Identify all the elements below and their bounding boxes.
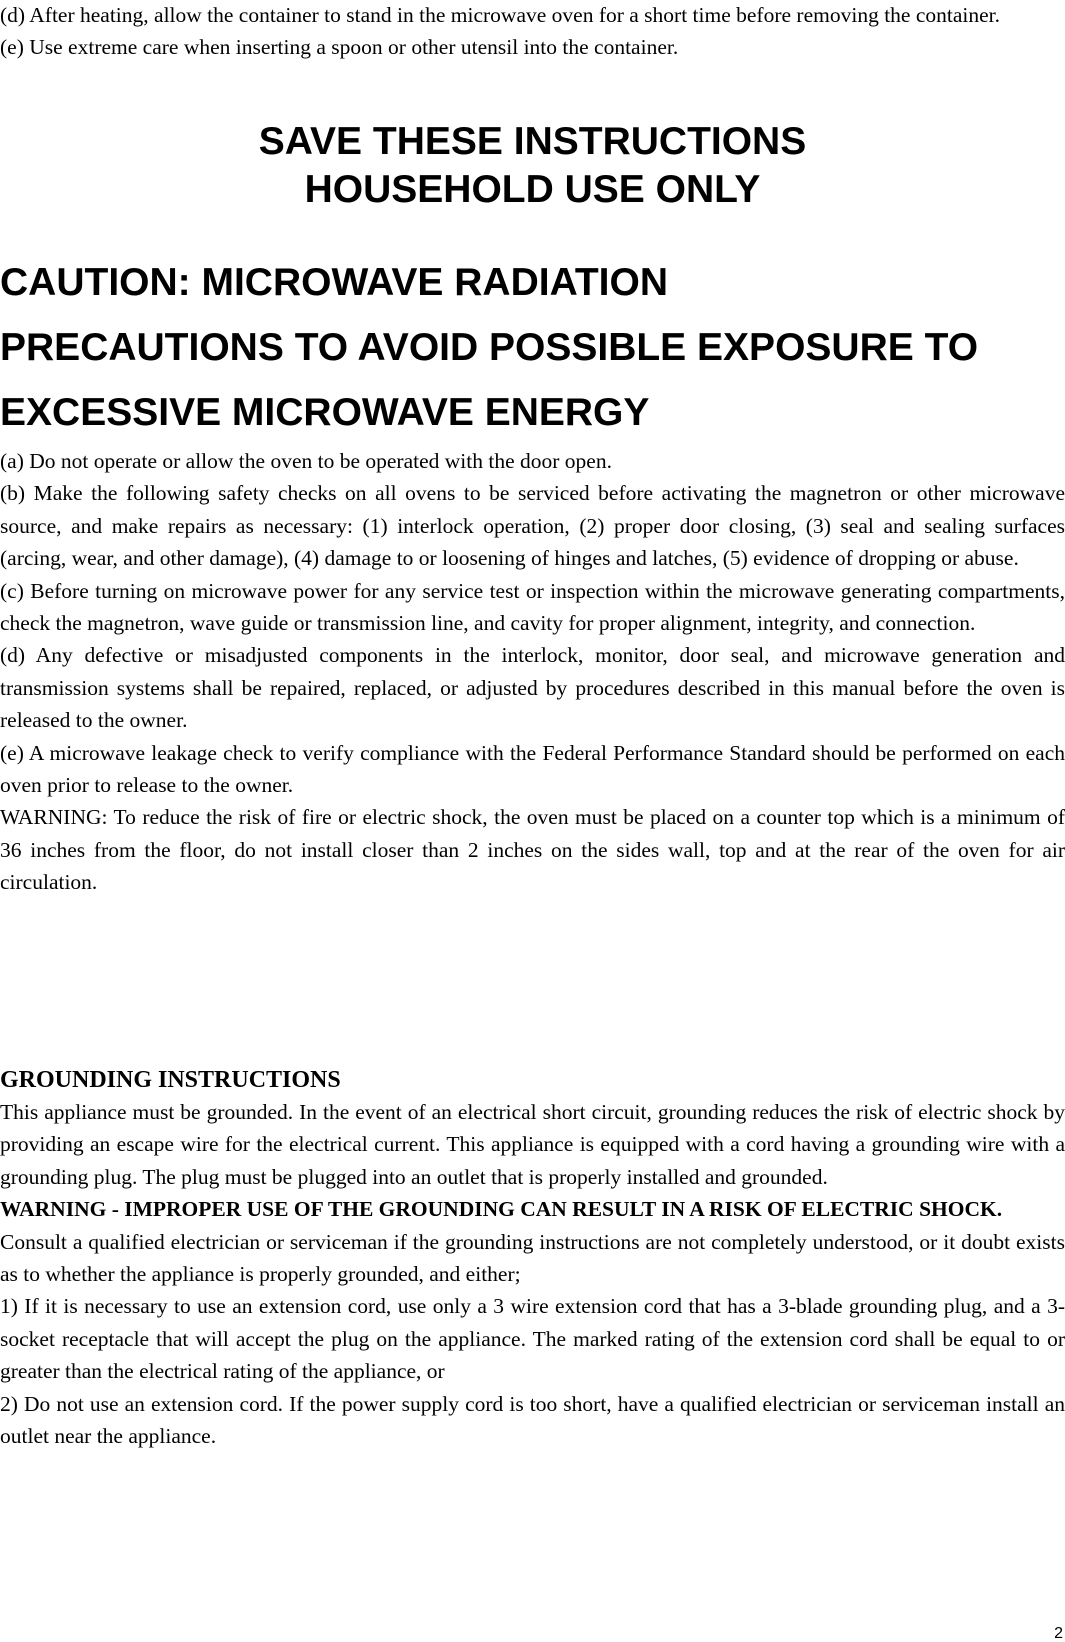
caution-item-a: (a) Do not operate or allow the oven to be operated with the door open. [0,449,612,473]
save-heading-line2: HOUSEHOLD USE ONLY [304,168,761,211]
continuation-item-d: (d) After heating, allow the container to stand in the microwave oven for a short time before removing the container. [0,3,1001,27]
grounding-warning: WARNING - IMPROPER USE OF THE GROUNDING CAN RESULT IN A RISK OF ELECTRIC SHOCK. [0,1197,1003,1222]
grounding-title: GROUNDING INSTRUCTIONS [0,1067,341,1093]
caution-item-c: (c) Before turning on microwave power for any service test or inspection within the microwave generating compartments, check the magnetron, wave guide or transmission line, and cavity for proper alignment, integrity, and connection. [0,578,1065,636]
grounding-option-2: 2) Do not use an extension cord. If the power supply cord is too short, have a qualified electrician or serviceman install an outlet near the appliance. [0,1391,1065,1449]
grounding-option-1: 1) If it is necessary to use an extension cord, use only a 3 wire extension cord that has a 3-blade grounding plug, and a 3-socket receptacle that will accept the plug on the appliance. The marked rating of the extension cord shall be equal to or greater than the electrical rating of the appliance, or [0,1294,1065,1384]
caution-heading-line2: PRECAUTIONS TO AVOID POSSIBLE EXPOSURE TO [0,326,979,369]
save-heading-line1: SAVE THESE INSTRUCTIONS [258,120,807,163]
caution-item-b: (b) Make the following safety checks on all ovens to be serviced before activating the magnetron or other microwave source, and make repairs as necessary: (1) interlock operation, (2) proper door closing, (3) seal and sealing surfaces (arcing, wear, and other damage), (4) damage to or loosening of hinges and latches, (5) evidence of dropping or abuse. [0,481,1065,571]
grounding-section [0,1064,1065,1452]
grounding-body [0,1096,1065,1452]
grounding-consult: Consult a qualified electrician or serviceman if the grounding instructions are not completely understood, or it doubt exists as to whether the appliance is properly grounded, and either; [0,1229,1065,1287]
grounding-intro: This appliance must be grounded. In the event of an electrical short circuit, grounding reduces the risk of electric shock by providing an escape wire for the electrical current. This appliance is equipped with a cord having a grounding wire with a grounding plug. The plug must be plugged into an outlet that is properly installed and grounded. [0,1100,1065,1189]
save-instructions-heading [0,118,1065,214]
continuation-section [0,0,1065,64]
caution-item-d: (d) Any defective or misadjusted components in the interlock, monitor, door seal, and microwave generation and transmission systems shall be repaired, replaced, or adjusted by procedures described in this manual before the oven is released to the owner. [0,643,1065,733]
caution-warning: WARNING: To reduce the risk of fire or electric shock, the oven must be placed on a counter top which is a minimum of 36 inches from the floor, do not install closer than 2 inches on the sides wall, top and at the rear of the oven for air circulation. [0,805,1065,895]
caution-heading-line3: EXCESSIVE MICROWAVE ENERGY [0,391,650,434]
caution-item-e: (e) A microwave leakage check to verify compliance with the Federal Performance Standard should be performed on each oven prior to release to the owner. [0,740,1065,798]
page-number: 2 [1054,1625,1063,1642]
caution-heading-line1: CAUTION: MICROWAVE RADIATION [0,261,669,304]
caution-items [0,445,1065,899]
caution-heading [0,250,1065,445]
continuation-item-e: (e) Use extreme care when inserting a spoon or other utensil into the container. [0,35,679,60]
